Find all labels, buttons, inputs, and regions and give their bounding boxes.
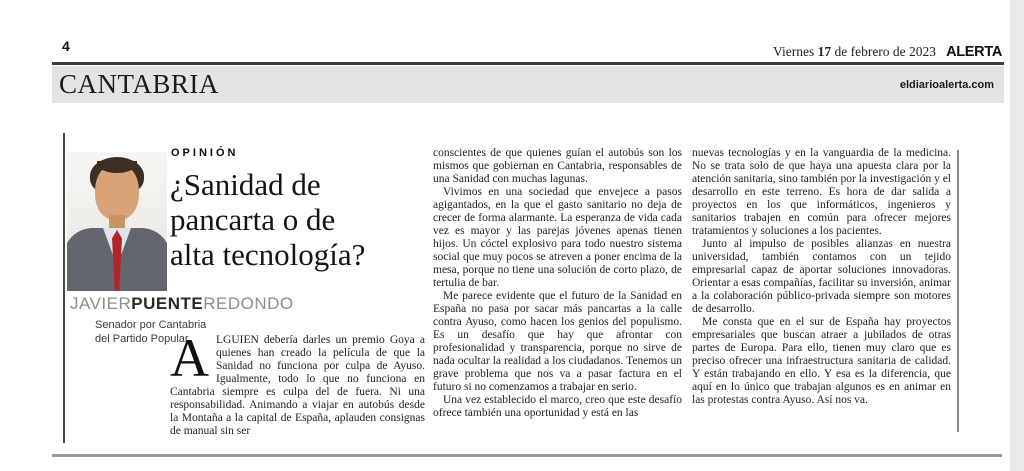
scan-edge xyxy=(1010,0,1024,471)
body-column-2 xyxy=(433,147,682,420)
opening-paragraph xyxy=(170,328,425,438)
dateline-day: 17 xyxy=(817,44,832,59)
paragraph: del Partido Popular xyxy=(95,333,189,345)
dateline-weekday: Viernes xyxy=(773,44,818,59)
body-column-3 xyxy=(692,147,951,407)
opening-text: LGUIEN debería darles un premio Goya a quienes han creado la película de que la Sanidad no funciona por culpa de Ayuso. Igualmente, todo lo que no funciona en Cantabria siempre es culpa del de fuera. Ni una responsabilidad. Animando a viajar en autobús desde la Montaña a la capital de España, aplauden consignas de manual sin ser xyxy=(170,334,425,437)
author-byline xyxy=(70,294,294,314)
page-number: 4 xyxy=(62,38,70,54)
paragraph: Vivimos en una sociedad que envejece a pasos agigantados, en la que el gasto sanitario no deja de crecer de forma alarmante. La esperanza de vida cada vez es mayor y las parejas jóvenes apenas tienen hijos. Un cóctel explosivo para todo nuestro sistema social que muy pocos se atreven a poner encima de la mesa, porque no tiene una solución de corto plazo, de tertulia de bar. xyxy=(433,186,682,289)
paragraph: Junto al impulso de posibles alianzas en nuestra universidad, también contamos con un tejido empresarial capaz de aportar soluciones innovadoras. Orientar a esas compañías, facilitar su inversión, animar a la colaboración público-privada siempre son motores de desarrollo. xyxy=(692,238,951,315)
article-headline xyxy=(170,167,432,272)
website-url: eldiarioalerta.com xyxy=(899,78,994,91)
section-title: CANTABRIA xyxy=(59,69,219,99)
kicker-opinion: OPINIÓN xyxy=(171,147,239,159)
byline-first-name: JAVIER xyxy=(70,294,132,313)
byline-last-name: REDONDO xyxy=(203,294,294,313)
headline-line-1: ¿Sanidad de xyxy=(170,167,321,202)
paragraph: nuevas tecnologías y en la vanguardia de la medicina. No se trata solo de que haya una apuesta clara por la atención sanitaria, sino también por la investigación y el desarrollo en este terreno. Es hora de dar salida a proyectos en los que informáticos, ingenieros y sanitarios trabajen en común para ofrecer mejores tratamientos y soluciones a los pacientes. xyxy=(692,147,951,237)
paragraph: Senador por Cantabria xyxy=(95,319,207,331)
paragraph: conscientes de que quienes guían el autobús son los mismos que gobiernan en Cantabria, responsables de una Sanidad con muchas lagunas. xyxy=(433,147,682,185)
dateline xyxy=(773,44,1002,60)
column-rule-left xyxy=(63,133,65,443)
article-bottom-rule xyxy=(52,454,1002,457)
paragraph: Me parece evidente que el futuro de la Sanidad en España no pasa por sacar más pancartas a la calle contra Ayuso, como hacen los genios del populismo. Es un desafío que hay que afrontar con profesionalidad y transparencia, porque no sirve de nada ocultar la realidad a los ciudadanos. Tenemos un grave problema que nos va a pasar factura en el futuro si no comenzamos a trabajar en serio. xyxy=(433,290,682,393)
header-rule xyxy=(52,62,1004,65)
paragraph: Una vez establecido el marco, creo que este desafío ofrece también una oportunidad y está en las xyxy=(433,394,682,419)
dropcap: A xyxy=(170,328,209,388)
column-rule-right xyxy=(957,150,959,432)
headline-line-2: pancarta o de xyxy=(170,202,336,237)
section-band xyxy=(52,66,1004,103)
headline-line-3: alta tecnología? xyxy=(170,237,366,272)
author-photo xyxy=(67,152,167,291)
body-column-1 xyxy=(170,328,425,438)
dateline-rest: de febrero de 2023 xyxy=(831,44,937,59)
paragraph: Me consta que en el sur de España hay proyectos empresariales que buscan atraer a jubilados de otras partes de Europa. Para ello, tienen muy claro que es preciso ofrecer una infraestructura sanitaria de calidad. Y están trabajando en ello. Y esa es la diferencia, que aquí en lo único que trabajan algunos es en animar en las protestas contra Ayuso. Así nos va. xyxy=(692,316,951,406)
masthead-brand: ALERTA xyxy=(946,44,1002,60)
byline-middle-name: PUENTE xyxy=(131,294,204,313)
